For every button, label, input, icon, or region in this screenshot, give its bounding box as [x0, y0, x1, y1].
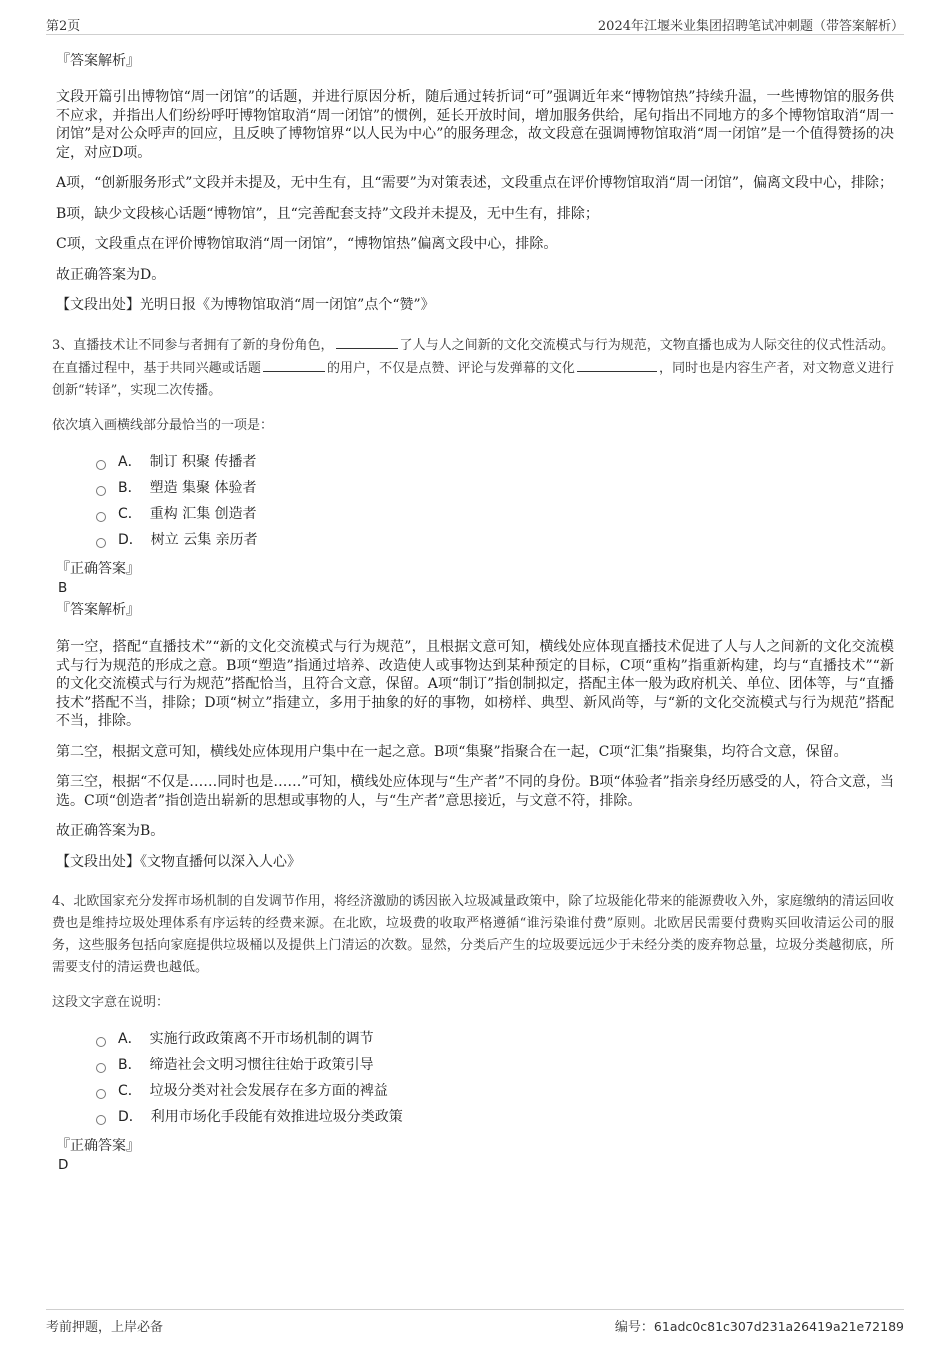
- page-footer: [46, 1309, 904, 1334]
- analysis-paragraph: 故正确答案为D。: [56, 266, 166, 283]
- radio-icon[interactable]: [96, 486, 106, 496]
- option-c[interactable]: C． 垃圾分类对社会发展存在多方面的裨益: [96, 1078, 894, 1104]
- analysis-paragraph: 第一空，搭配“直播技术”“新的文化交流模式与行为规范”，且根据文意可知，横线处应体现直播技术促进了人与人之间新的文化交流模式与行为规范的形成之意。B项“塑造”指通过培养、改造使人或事物达到某种预定的目标，C项“重构”指重新构建，均与“直播技术”“新的文化交流模式与行为规范”搭配恰当，且符合文意，保留。A项“制订”指创制拟定，搭配主体一般为政府机关、单位、团体等，与“直播技术”搭配不当，排除；D项“树立”指建立，多用于抽象的好的事物，如榜样、典型、新风尚等，与“新的文化交流模式与行为规范”搭配不当，排除。: [56, 639, 894, 729]
- radio-icon[interactable]: [96, 1115, 106, 1125]
- option-a[interactable]: A． 实施行政政策离不开市场机制的调节: [96, 1026, 894, 1052]
- analysis-tag: 『答案解析』: [56, 602, 140, 618]
- question-3-options: [96, 449, 894, 553]
- question-4-prompt: 这段文字意在说明：: [52, 994, 170, 1010]
- correct-answer: D: [58, 1156, 69, 1173]
- source-citation: 【文段出处】光明日报《为博物馆取消“周一闭馆”点个“赞”》: [56, 297, 435, 313]
- radio-icon[interactable]: [96, 460, 106, 470]
- option-c[interactable]: C． 重构 汇集 创造者: [96, 501, 894, 527]
- correct-answer-tag: 『正确答案』: [56, 561, 140, 577]
- analysis-paragraph: 文段开篇引出博物馆“周一闭馆”的话题，并进行原因分析，随后通过转折词“可”强调近年来“博物馆热”持续升温，一些博物馆的服务供不应求，并指出人们纷纷呼吁博物馆取消“周一闭馆”的惯例，延长开放时间，增加服务供给，尾句指出不同地方的多个博物馆取消“周一闭馆”是对公众呼声的回应，且反映了博物馆界“以人民为中心”的服务理念，故文段意在强调博物馆取消“周一闭馆”是一个值得赞扬的决定，对应D项。: [56, 89, 894, 161]
- page-header: [46, 12, 904, 35]
- analysis-paragraph: C项，文段重点在评价博物馆取消“周一闭馆”，“博物馆热”偏离文段中心，排除。: [56, 236, 558, 252]
- option-a[interactable]: A． 制订 积聚 传播者: [96, 449, 894, 475]
- source-citation: 【文段出处】《文物直播何以深入人心》: [56, 853, 301, 870]
- fill-blank-3: [577, 357, 657, 372]
- document-content: [52, 40, 894, 1177]
- radio-icon[interactable]: [96, 1089, 106, 1099]
- analysis-paragraph: B项，缺少文段核心话题“博物馆”，且“完善配套支持”文段并未提及，无中生有，排除；: [56, 205, 599, 222]
- radio-icon[interactable]: [96, 512, 106, 522]
- question-4-options: [96, 1026, 894, 1130]
- footer-slogan: 考前押题，上岸必备: [46, 1320, 164, 1335]
- document-id: 编号：61adc0c81c307d231a26419a21e72189: [614, 1319, 904, 1335]
- option-b[interactable]: B． 塑造 集聚 体验者: [96, 475, 894, 501]
- question-4-stem: 4、北欧国家充分发挥市场机制的自发调节作用，将经济激励的诱因嵌入垃圾减量政策中，除了垃圾能化带来的能源费收入外，家庭缴纳的清运回收费也是维持垃圾处理体系有序运转的经费来源。在北欧，垃圾费的收取严格遵循“谁污染谁付费”原则。北欧居民需要付费购买回收清运公司的服务，这些服务包括向家庭提供垃圾桶以及提供上门清运的次数。显然，分类后产生的垃圾要远远少于未经分类的废弃物总量，垃圾分类越彻底，所需要支付的清运费也越低。: [52, 893, 894, 975]
- fill-blank-2: [263, 357, 325, 372]
- question-3-prompt: 依次填入画横线部分最恰当的一项是：: [52, 418, 274, 433]
- question-3-stem: 3、直播技术让不同参与者拥有了新的身份角色， 了人与人之间新的文化交流模式与行为规范，文物直播也成为人际交往的仪式性活动。在直播过程中，基于共同兴趣或话题 的用户，不仅是点赞、评论与发弹幕的文化 ，同时也是内容生产者，对文物意义进行创新“转译”，实现二次传播。: [52, 334, 894, 402]
- analysis-tag: 『答案解析』: [56, 53, 140, 69]
- radio-icon[interactable]: [96, 1037, 106, 1047]
- option-d[interactable]: D． 利用市场化手段能有效推进垃圾分类政策: [96, 1104, 894, 1130]
- analysis-paragraph: 故正确答案为B。: [56, 823, 165, 839]
- radio-icon[interactable]: [96, 1063, 106, 1073]
- analysis-paragraph: 第二空，根据文意可知，横线处应体现用户集中在一起之意。B项“集聚”指聚合在一起，C项“汇集”指聚集，均符合文意，保留。: [56, 743, 848, 760]
- option-b[interactable]: B． 缔造社会文明习惯往往始于政策引导: [96, 1052, 894, 1078]
- correct-answer: B: [58, 580, 68, 596]
- analysis-paragraph: A项，“创新服务形式”文段并未提及，无中生有，且“需要”为对策表述，文段重点在评价博物馆取消“周一闭馆”，偏离文段中心，排除；: [56, 175, 894, 191]
- radio-icon[interactable]: [96, 538, 106, 548]
- page-number: 第2页: [46, 19, 81, 34]
- analysis-paragraph: 第三空，根据“不仅是……同时也是……”可知，横线处应体现与“生产者”不同的身份。B项“体验者”指亲身经历感受的人，符合文意，当选。C项“创造者”指创造出崭新的思想或事物的人，与“生产者”意思接近，与文意不符，排除。: [56, 774, 894, 809]
- correct-answer-tag: 『正确答案』: [56, 1137, 140, 1154]
- option-d[interactable]: D． 树立 云集 亲历者: [96, 527, 894, 553]
- fill-blank-1: [336, 334, 398, 349]
- document-title: 2024年江堰米业集团招聘笔试冲刺题（带答案解析）: [597, 19, 904, 34]
